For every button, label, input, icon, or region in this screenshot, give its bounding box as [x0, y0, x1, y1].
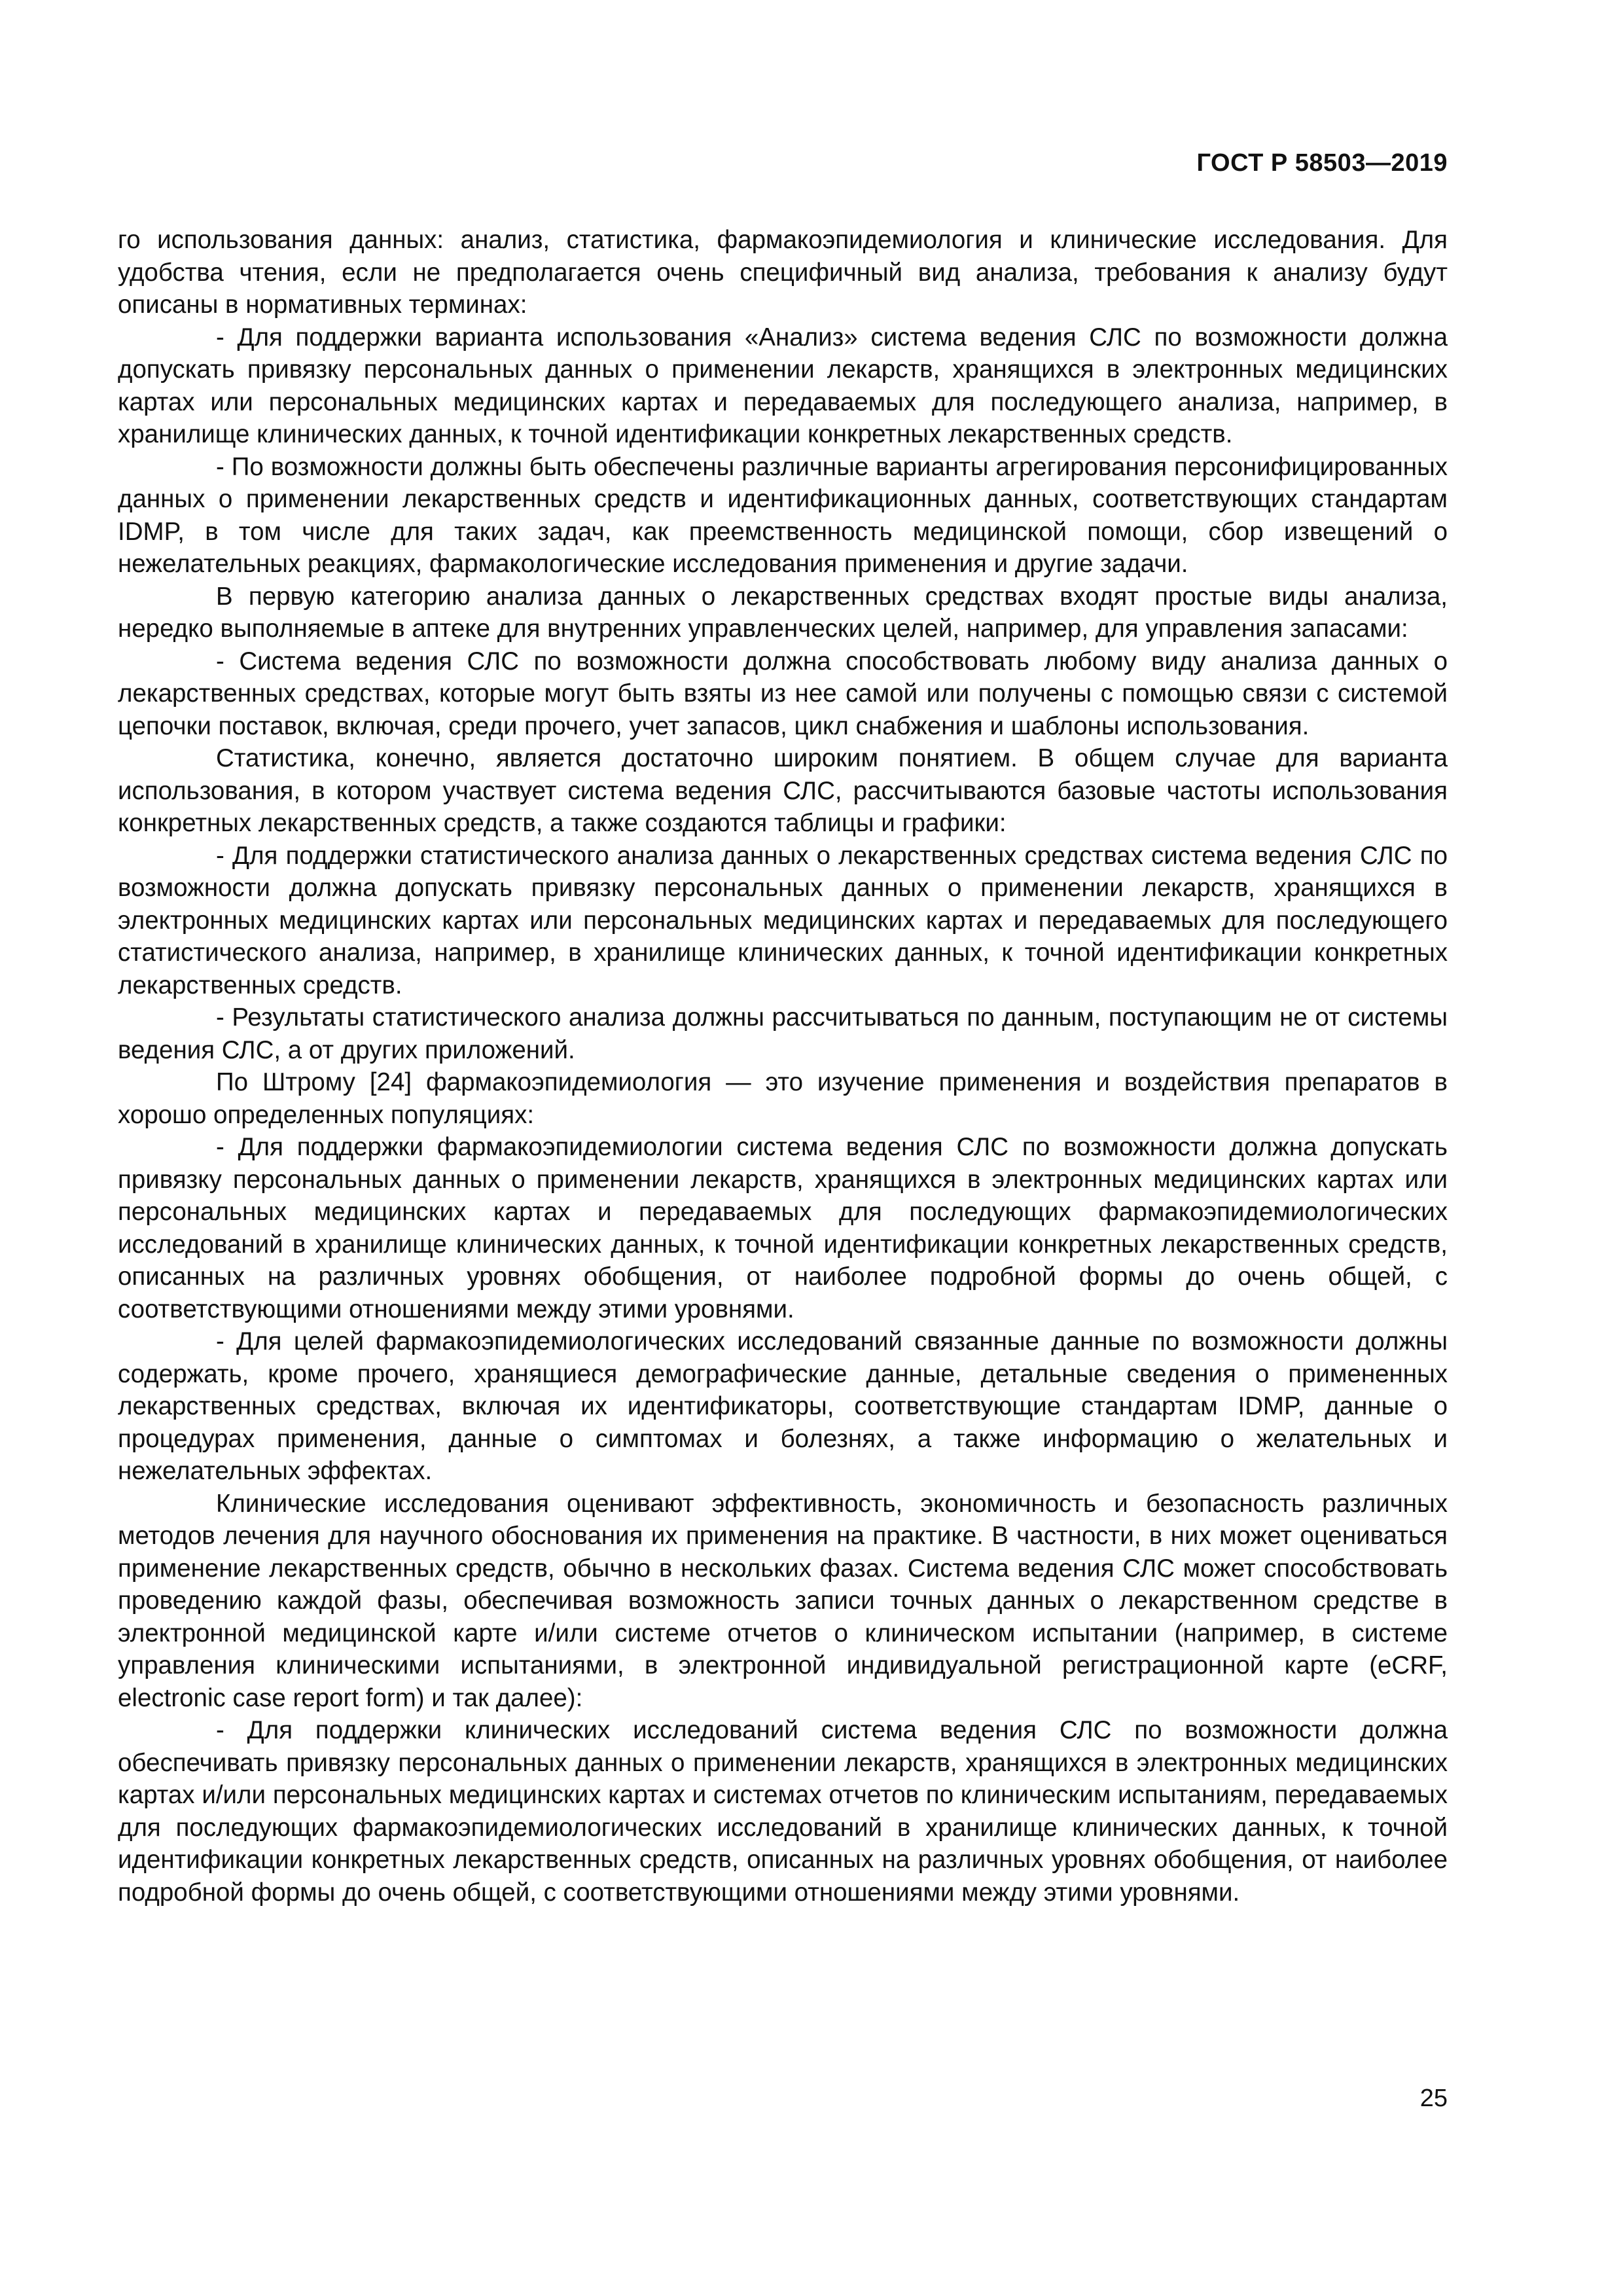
bullet-paragraph: - Для поддержки варианта использования «Анализ» система ведения СЛС по возможности должна допускать привязку персональных данных о применении лекарств, хранящихся в электронных медицинских картах или персональных медицинских картах и передаваемых для последующего анализа, например, в хранилище клинических данных, к точной идентификации конкретных лекарственных средств. — [118, 323, 1448, 448]
paragraph: В первую категорию анализа данных о лекарственных средствах входят простые виды анализа, нередко выполняемые в аптеке для внутренних управленческих целей, например, для управления запасами: — [118, 582, 1448, 643]
body-text — [118, 224, 1448, 1909]
bullet-paragraph: - Для поддержки клинических исследований система ведения СЛС по возможности должна обеспечивать привязку персональных данных о применении лекарств, хранящихся в электронных медицинских картах и/или персональных медицинских картах и системах отчетов по клиническим испытаниям, передаваемых для последующих фармакоэпидемиологических исследований в хранилище клинических данных, к точной идентификации конкретных лекарственных средств, описанных на различных уровнях обобщения, от наиболее подробной формы до очень общей, с соответствующими отношениями между этими уровнями. — [118, 1716, 1448, 1907]
bullet-paragraph: - Система ведения СЛС по возможности должна способствовать любому виду анализа данных о лекарственных средствах, которые могут быть взяты из нее самой или получены с помощью связи с системой цепочки поставок, включая, среди прочего, учет запасов, цикл снабжения и шаблоны использования. — [118, 647, 1448, 740]
bullet-paragraph: - Для целей фармакоэпидемиологических исследований связанные данные по возможности должны содержать, кроме прочего, хранящиеся демографические данные, детальные сведения о примененных лекарственных средствах, включая их идентификаторы, соответствующие стандартам IDMP, данные о процедурах применения, данные о симптомах и болезнях, а также информацию о желательных и нежелательных эффектах. — [118, 1327, 1448, 1485]
bullet-paragraph: - Результаты статистического анализа должны рассчитываться по данным, поступающим не от системы ведения СЛС, а от других приложений. — [118, 1003, 1448, 1064]
paragraph: Статистика, конечно, является достаточно широким понятием. В общем случае для варианта использования, в котором участвует система ведения СЛС, рассчитываются базовые частоты использования конкретных лекарственных средств, а также создаются таблицы и графики: — [118, 744, 1448, 837]
paragraph: го использования данных: анализ, статистика, фармакоэпидемиология и клинические исследования. Для удобства чтения, если не предполагается очень специфичный вид анализа, требования к анализу будут описаны в нормативных терминах: — [118, 226, 1448, 319]
bullet-paragraph: - Для поддержки статистического анализа данных о лекарственных средствах система ведения СЛС по возможности должна допускать привязку персональных данных о применении лекарств, хранящихся в электронных медицинских картах или персональных медицинских картах и передаваемых для последующего статистического анализа, например, в хранилище клинических данных, к точной идентификации конкретных лекарственных средств. — [118, 841, 1448, 999]
page-number: 25 — [1419, 2085, 1448, 2112]
bullet-paragraph: - Для поддержки фармакоэпидемиологии система ведения СЛС по возможности должна допускать привязку персональных данных о применении лекарств, хранящихся в электронных медицинских картах или персональных медицинских картах и передаваемых для последующих фармакоэпидемиологических исследований в хранилище клинических данных, к точной идентификации конкретных лекарственных средств, описанных на различных уровнях обобщения, от наиболее подробной формы до очень общей, с соответствующими отношениями между этими уровнями. — [118, 1133, 1448, 1323]
paragraph: Клинические исследования оценивают эффективность, экономичность и безопасность различных методов лечения для научного обоснования их применения на практике. В частности, в них может оцениваться применение лекарственных средств, обычно в нескольких фазах. Система ведения СЛС может способствовать проведению каждой фазы, обеспечивая возможность записи точных данных о лекарственном средстве в электронной медицинской карте и/или системе отчетов о клиническом испытании (например, в системе управления клиническими испытаниями, в электронной индивидуальной регистрационной карте (eCRF, electronic case report form) и так далее): — [118, 1489, 1448, 1712]
bullet-paragraph: - По возможности должны быть обеспечены различные варианты агрегирования персонифицированных данных о применении лекарственных средств и идентификационных данных, соответствующих стандартам IDMP, в том числе для таких задач, как преемственность медицинской помощи, сбор извещений о нежелательных реакциях, фармакологические исследования применения и другие задачи. — [118, 452, 1448, 578]
standard-header: ГОСТ Р 58503—2019 — [1196, 149, 1448, 177]
paragraph: По Штрому [24] фармакоэпидемиология — это изучение применения и воздействия препаратов в хорошо определенных популяциях: — [118, 1068, 1448, 1129]
